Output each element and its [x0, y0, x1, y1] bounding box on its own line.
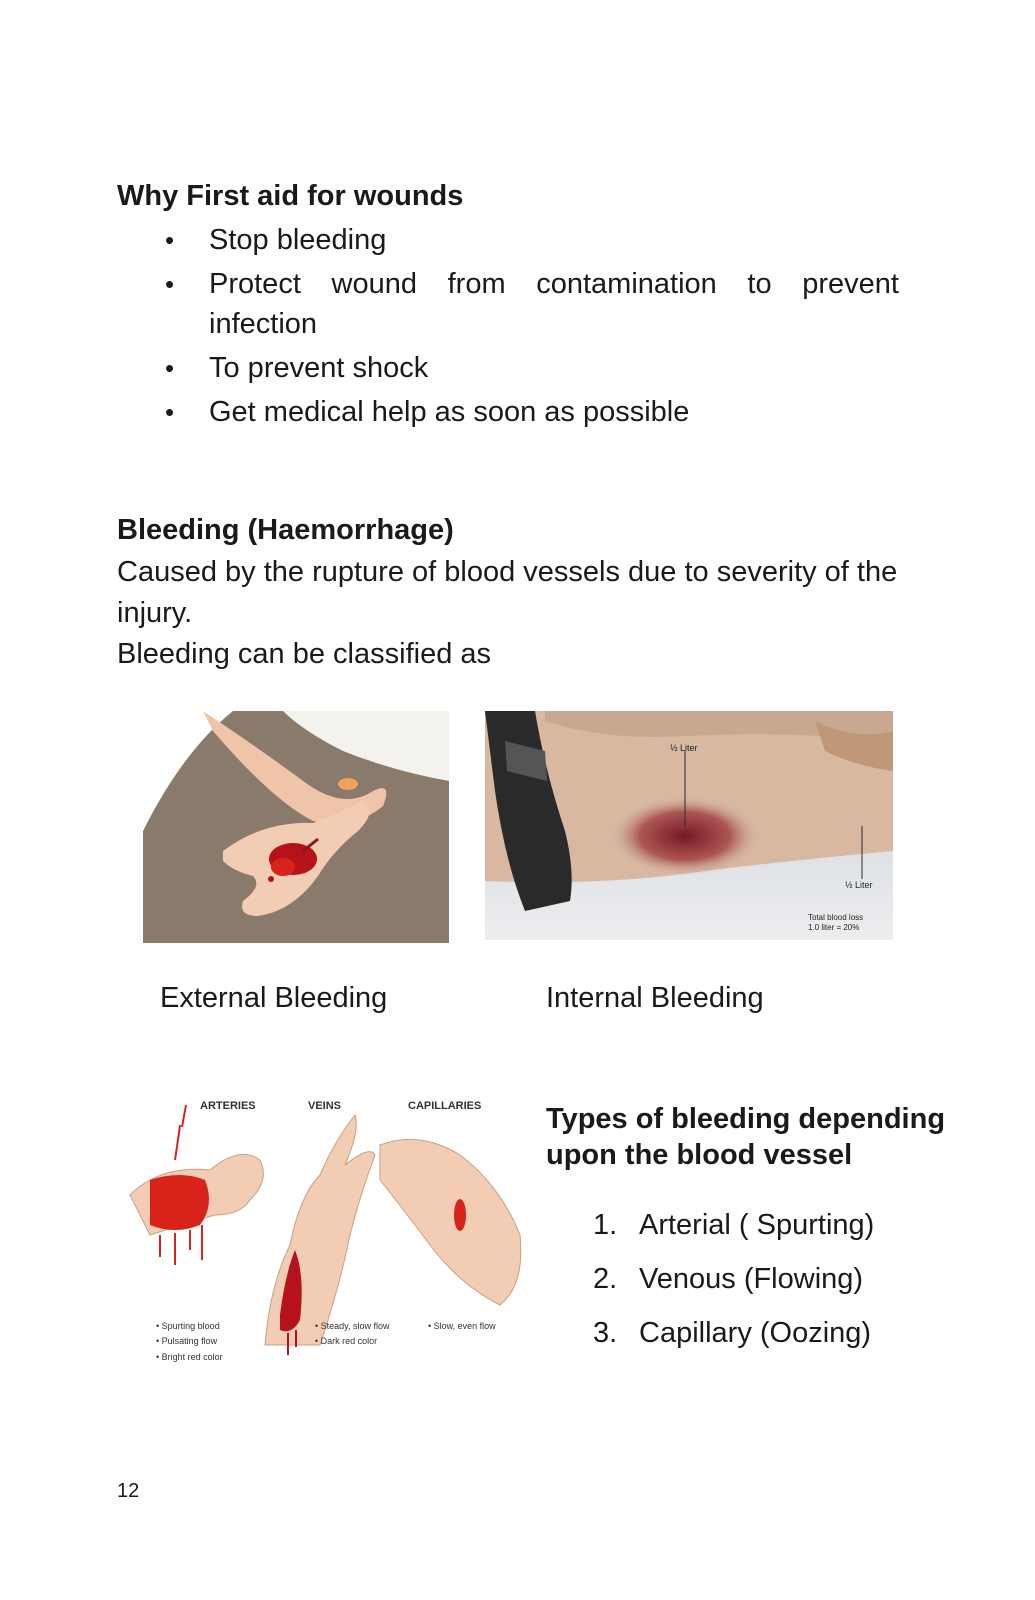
first-aid-item: • Stop bleeding — [117, 220, 899, 260]
internal-bleeding-image — [485, 711, 893, 940]
types-item-label: Capillary (Oozing) — [639, 1317, 872, 1349]
bleeding-paragraph: Caused by the rupture of blood vessels due to severity of the injury. — [117, 556, 898, 629]
bleeding-heading: Bleeding (Haemorrhage) — [117, 514, 454, 546]
half-liter-label-top: ½ Liter — [670, 743, 698, 753]
external-bleeding-illustration — [143, 711, 449, 943]
vessel-bleeding-illustration — [120, 1085, 530, 1375]
internal-bleeding-illustration — [485, 711, 893, 940]
capillaries-label: CAPILLARIES — [408, 1100, 482, 1112]
half-liter-label-bottom: ½ Liter — [845, 880, 873, 890]
types-list-item — [593, 1313, 1013, 1353]
first-aid-item: • Get medical help as soon as possible — [117, 392, 899, 432]
page-number: 12 — [117, 1480, 140, 1502]
arteries-label: ARTERIES — [200, 1100, 256, 1112]
veins-label: VEINS — [308, 1100, 342, 1112]
types-list-item — [593, 1205, 1013, 1245]
types-heading — [546, 1101, 945, 1173]
types-list — [593, 1205, 1013, 1367]
types-item-number: 2. — [593, 1263, 618, 1295]
internal-bleeding-caption: Internal Bleeding — [546, 982, 764, 1014]
capillaries-note: • Slow, even flow — [428, 1321, 496, 1331]
types-item-number: 1. — [593, 1209, 618, 1241]
external-bleeding-image — [143, 711, 449, 943]
total-blood-loss-value: 1.0 liter = 20% — [808, 923, 860, 932]
types-heading-line2: upon the blood vessel — [546, 1139, 853, 1171]
arteries-note: • Bright red color — [156, 1352, 223, 1362]
types-heading-line1: Types of bleeding depending — [546, 1103, 946, 1135]
total-blood-loss-label: Total blood loss — [808, 913, 864, 922]
first-aid-heading: Why First aid for wounds — [117, 180, 464, 212]
veins-note: • Dark red color — [315, 1336, 378, 1346]
first-aid-item: • To prevent shock — [117, 348, 899, 388]
bleeding-classified-text: Bleeding can be classified as — [117, 638, 492, 670]
types-item-number: 3. — [593, 1317, 618, 1349]
arteries-note: • Spurting blood — [156, 1321, 220, 1331]
first-aid-item: • Protect wound from contamination to prevent infection — [117, 264, 899, 344]
types-item-label: Arterial ( Spurting) — [639, 1209, 875, 1241]
vessel-bleeding-image — [120, 1085, 530, 1375]
first-aid-list — [117, 220, 899, 436]
types-list-item — [593, 1259, 1013, 1299]
types-item-label: Venous (Flowing) — [639, 1263, 864, 1295]
arteries-note: • Pulsating flow — [156, 1336, 218, 1346]
veins-note: • Steady, slow flow — [315, 1321, 390, 1331]
external-bleeding-caption: External Bleeding — [160, 982, 388, 1014]
